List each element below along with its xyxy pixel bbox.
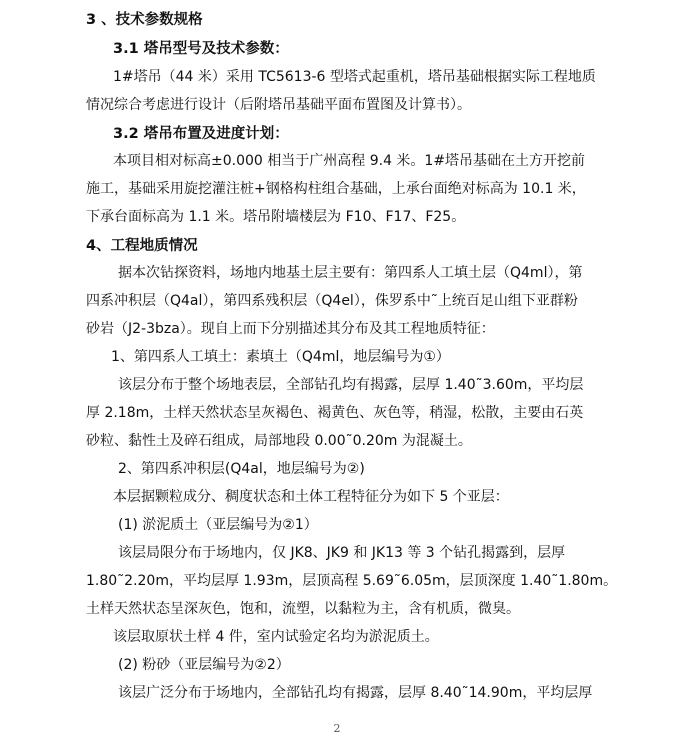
section-heading-4: 4、工程地质情况 (86, 238, 198, 254)
list-item-heading: 2、第四系冲积层(Q4al，地层编号为②) (118, 461, 365, 477)
paragraph-line: 施工，基础采用旋挖灌注桩+钢格构柱组合基础，上承台面绝对标高为 10.1 米， (86, 181, 586, 197)
paragraph-line: 1.80˜2.20m，平均层厚 1.93m，层顶高程 5.69˜6.05m，层顶深度 1.40˜1.80m。 (86, 573, 618, 589)
paragraph-line: 该层广泛分布于场地内，全部钻孔均有揭露，层厚 8.40˜14.90m，平均层厚 (118, 685, 593, 701)
paragraph-line: 该层局限分布于场地内，仅 JK8、JK9 和 JK13 等 3 个钻孔揭露到，层厚 (118, 545, 566, 561)
list-item-heading: 1、第四系人工填土：素填土（Q4ml，地层编号为①） (111, 349, 450, 365)
paragraph-line: 据本次钻探资料，场地内地基土层主要有：第四系人工填土层（Q4ml），第 (118, 265, 583, 281)
paragraph-line: 四系冲积层（Q4al），第四系残积层（Q4el），侏罗系中˜上统百足山组下亚群粉 (86, 293, 578, 309)
page-number: 2 (333, 722, 341, 735)
paragraph-line: 情况综合考虑进行设计（后附塔吊基础平面布置图及计算书）。 (86, 97, 471, 113)
subsection-heading-3-1: 3.1 塔吊型号及技术参数： (113, 41, 289, 57)
subsection-heading-3-2: 3.2 塔吊布置及进度计划： (113, 126, 289, 142)
paragraph-line: 砂岩（J2-3bza）。现自上而下分别描述其分布及其工程地质特征： (86, 321, 495, 337)
paragraph-line: 本层据颗粒成分、稠度状态和土体工程特征分为如下 5 个亚层： (113, 489, 509, 505)
paragraph-line: 本项目相对标高±0.000 相当于广州高程 9.4 米。1#塔吊基础在土方开挖前 (113, 153, 586, 169)
section-heading-3: 3 、技术参数规格 (86, 12, 203, 28)
sub-list-item: (2) 粉砂（亚层编号为②2） (118, 657, 290, 673)
paragraph-line: 1#塔吊（44 米）采用 TC5613-6 型塔式起重机，塔吊基础根据实际工程地质 (113, 69, 596, 85)
paragraph-line: 该层取原状土样 4 件，室内试验定名均为淤泥质土。 (113, 629, 439, 645)
paragraph-line: 下承台面标高为 1.1 米。塔吊附墙楼层为 F10、F17、F25。 (86, 209, 466, 225)
paragraph-line: 厚 2.18m，土样天然状态呈灰褐色、褐黄色、灰色等，稍湿，松散，主要由石英 (86, 405, 584, 421)
sub-list-item: (1) 淤泥质土（亚层编号为②1） (118, 517, 318, 533)
paragraph-line: 该层分布于整个场地表层，全部钻孔均有揭露，层厚 1.40˜3.60m，平均层 (118, 377, 584, 393)
paragraph-line: 砂粒、黏性土及碎石组成，局部地段 0.00˜0.20m 为混凝土。 (86, 433, 472, 449)
paragraph-line: 土样天然状态呈深灰色，饱和，流塑，以黏粒为主，含有机质，微臭。 (86, 601, 520, 617)
